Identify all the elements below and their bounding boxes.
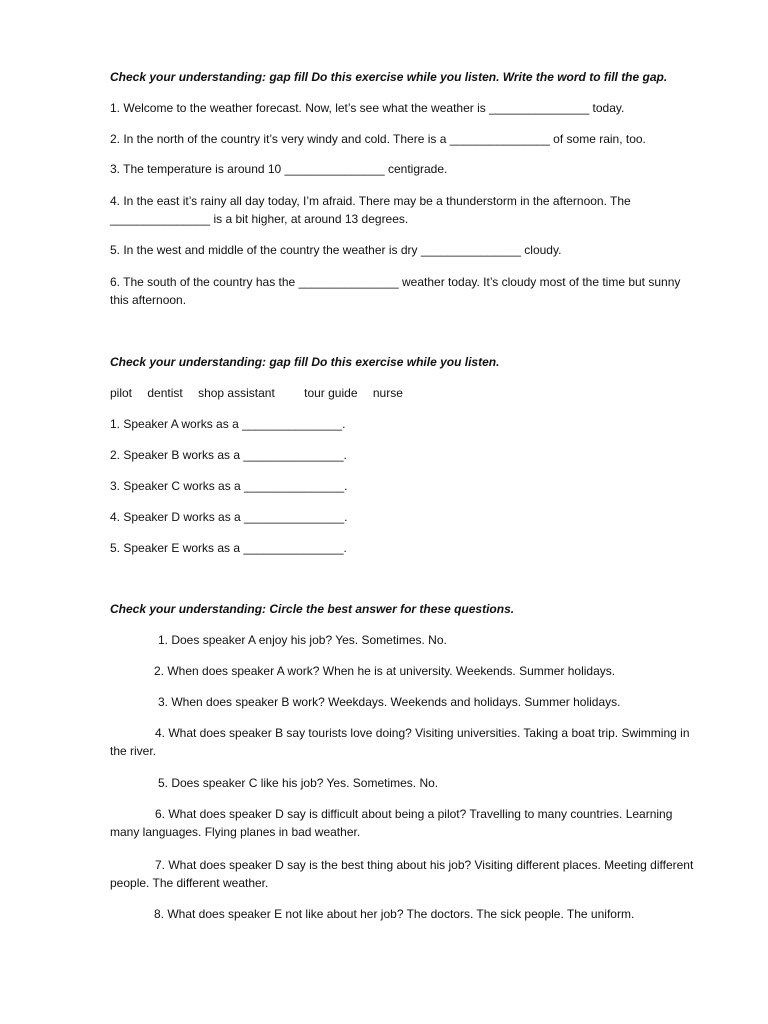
s3-item-1: 1. Does speaker A enjoy his job? Yes. Sometimes. No. — [158, 633, 447, 647]
s3-item-5: 5. Does speaker C like his job? Yes. Sometimes. No. — [158, 776, 439, 790]
section2-heading: Check your understanding: gap fill Do this exercise while you listen. — [110, 355, 500, 369]
word-bank-item: dentist — [147, 386, 183, 400]
word-bank — [110, 384, 710, 402]
s1-item-6: 6. The south of the country has the _______________ weather today. It’s cloudy most of the time but sunny this afternoon. — [110, 275, 681, 307]
s2-item-2: 2. Speaker B works as a _______________. — [110, 448, 347, 462]
word-bank-item: pilot — [110, 386, 133, 400]
s1-item-2: 2. In the north of the country it’s very windy and cold. There is a _______________ of some rain, too. — [110, 132, 646, 146]
s3-item-7: 7. What does speaker D say is the best thing about his job? Visiting different places. Meeting different people. The different weather. — [110, 858, 694, 890]
s3-item-8: 8. What does speaker E not like about her job? The doctors. The sick people. The uniform. — [154, 907, 635, 921]
s2-item-5: 5. Speaker E works as a _______________. — [110, 541, 347, 555]
s3-item-2: 2. When does speaker A work? When he is at university. Weekends. Summer holidays. — [154, 664, 616, 678]
s3-item-4: 4. What does speaker B say tourists love doing? Visiting universities. Taking a boat trip. Swimming in the river. — [110, 726, 690, 758]
s2-item-3: 3. Speaker C works as a _______________. — [110, 479, 348, 493]
section3-heading: Check your understanding: Circle the best answer for these questions. — [110, 602, 515, 616]
s1-item-3: 3. The temperature is around 10 _______________ centigrade. — [110, 162, 448, 176]
s1-item-5: 5. In the west and middle of the country the weather is dry _______________ cloudy. — [110, 243, 562, 257]
s2-item-1: 1. Speaker A works as a _______________. — [110, 417, 346, 431]
word-bank-item: shop assistant — [198, 386, 275, 400]
s1-item-4: 4. In the east it’s rainy all day today, I’m afraid. There may be a thunderstorm in the afternoon. The _______________ is a bit higher, at around 13 degrees. — [110, 194, 631, 226]
word-bank-item: nurse — [372, 386, 403, 400]
word-bank-item: tour guide — [304, 386, 358, 400]
s2-item-4: 4. Speaker D works as a _______________. — [110, 510, 348, 524]
s3-item-3: 3. When does speaker B work? Weekdays. Weekends and holidays. Summer holidays. — [158, 695, 621, 709]
s1-item-1: 1. Welcome to the weather forecast. Now, let’s see what the weather is _______________ today. — [110, 101, 625, 115]
section1-heading: Check your understanding: gap fill Do this exercise while you listen. Write the word to fill the gap. — [110, 70, 668, 84]
s3-item-6: 6. What does speaker D say is difficult about being a pilot? Travelling to many countries. Learning many languages. Flying planes in bad weather. — [110, 807, 673, 839]
